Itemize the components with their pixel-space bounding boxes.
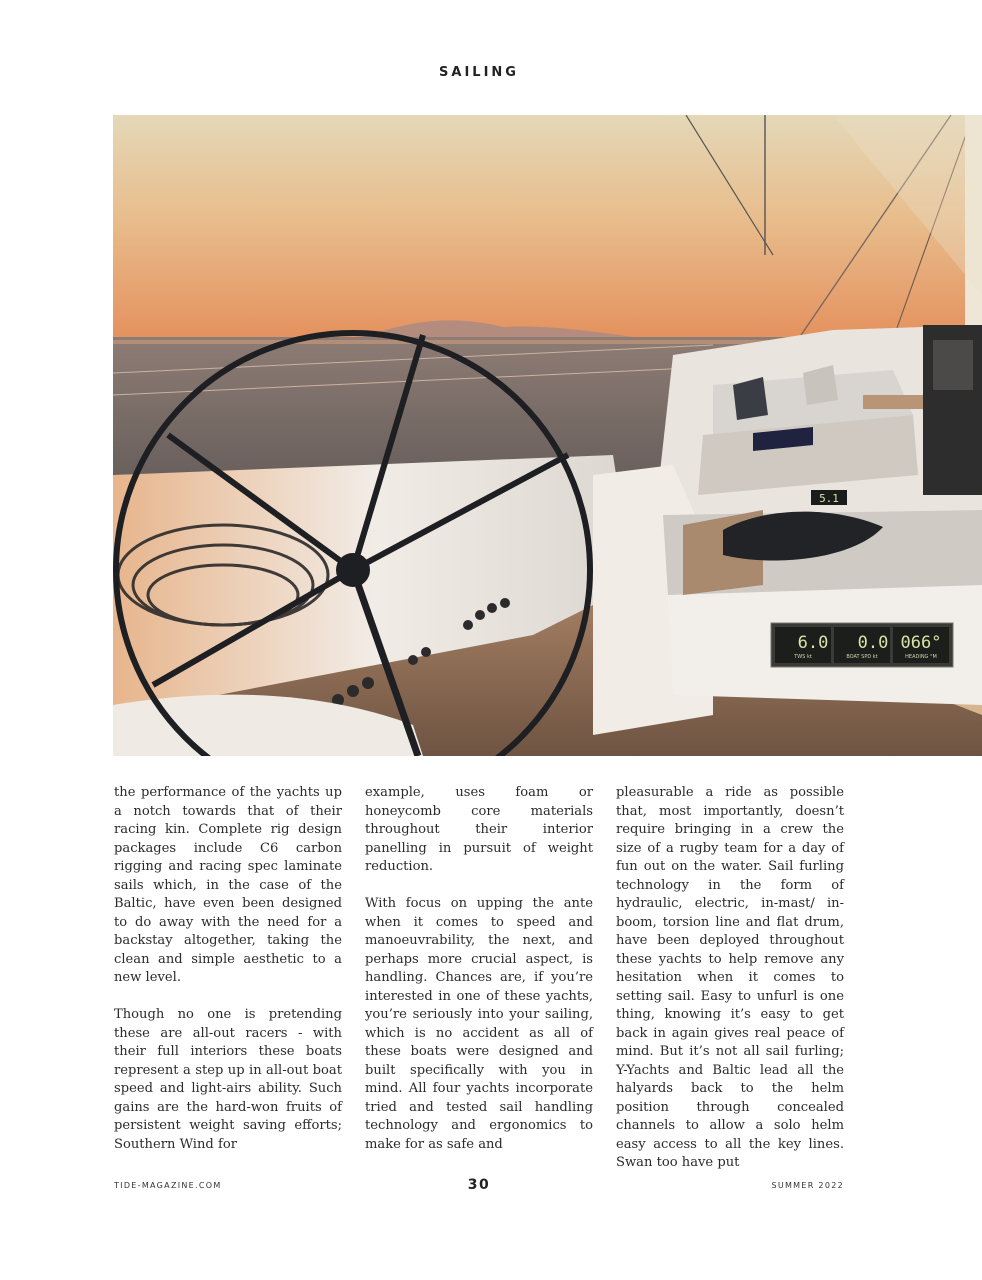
paragraph: the performance of the yachts up a notch towards that of their racing kin. Complete rig design packages include C6 carbon rigging and racing spec laminate sails which, in the case of the Baltic, have even been designed to do away with the need for a backstay altogether, taking the clean and simple aesthetic to a new level. <box>114 785 342 985</box>
article-column-2 <box>365 784 593 1152</box>
small-display-readout: 5.1 <box>819 492 839 505</box>
paragraph: With focus on upping the ante when it comes to speed and manoeuvrability, the next, and perhaps more crucial aspect, is handling. Chances are, if you’re interested in one of these yachts, you’re seriously into your sailing, which is no accident as all of these boats were designed and built specifically with you in mind. All four yachts incorporate tried and tested sail handling technology and ergonomics to make for as safe and <box>365 896 593 1152</box>
heading-label: HEADING °M <box>905 654 937 660</box>
footer-issue: SUMMER 2022 <box>771 1181 844 1190</box>
boat-speed-value: 0.0 <box>857 633 889 653</box>
article-column-3 <box>616 784 844 1170</box>
heading-value: 066° <box>900 633 942 653</box>
page-number: 30 <box>467 1177 491 1193</box>
instrument-panel <box>771 623 953 667</box>
article-column-1 <box>114 784 342 1152</box>
section-label: SAILING <box>439 65 519 80</box>
article-body <box>114 784 844 1170</box>
yacht-helm-photo <box>113 115 982 756</box>
boat-speed-label: BOAT SPD kt <box>846 654 878 660</box>
tws-value: 6.0 <box>797 633 829 653</box>
paragraph: Though no one is pretending these are all-out racers - with their full interiors these boats represent a step up in all-out boat speed and light-airs ability. Such gains are the hard-won fruits of persistent weight saving efforts; Southern Wind for <box>114 1007 342 1152</box>
footer-website: TIDE-MAGAZINE.COM <box>114 1181 222 1190</box>
paragraph: example, uses foam or honeycomb core materials throughout their interior panelling in pursuit of weight reduction. <box>365 785 593 874</box>
tws-label: TWS kt <box>794 654 812 660</box>
paragraph: pleasurable a ride as possible that, most importantly, doesn’t require bringing in a crew the size of a rugby team for a day of fun out on the water. Sail furling technology in the form of hydraulic, electric, in-mast/ in-boom, torsion line and flat drum, have been deployed throughout these yachts to help remove any hesitation when it comes to setting sail. Easy to unfurl is one thing, knowing it’s easy to get back in again gives real peace of mind. But it’s not all sail furling; Y-Yachts and Baltic lead all the halyards back to the helm position through concealed channels to allow a solo helm easy access to all the key lines. Swan too have put <box>616 785 844 1170</box>
